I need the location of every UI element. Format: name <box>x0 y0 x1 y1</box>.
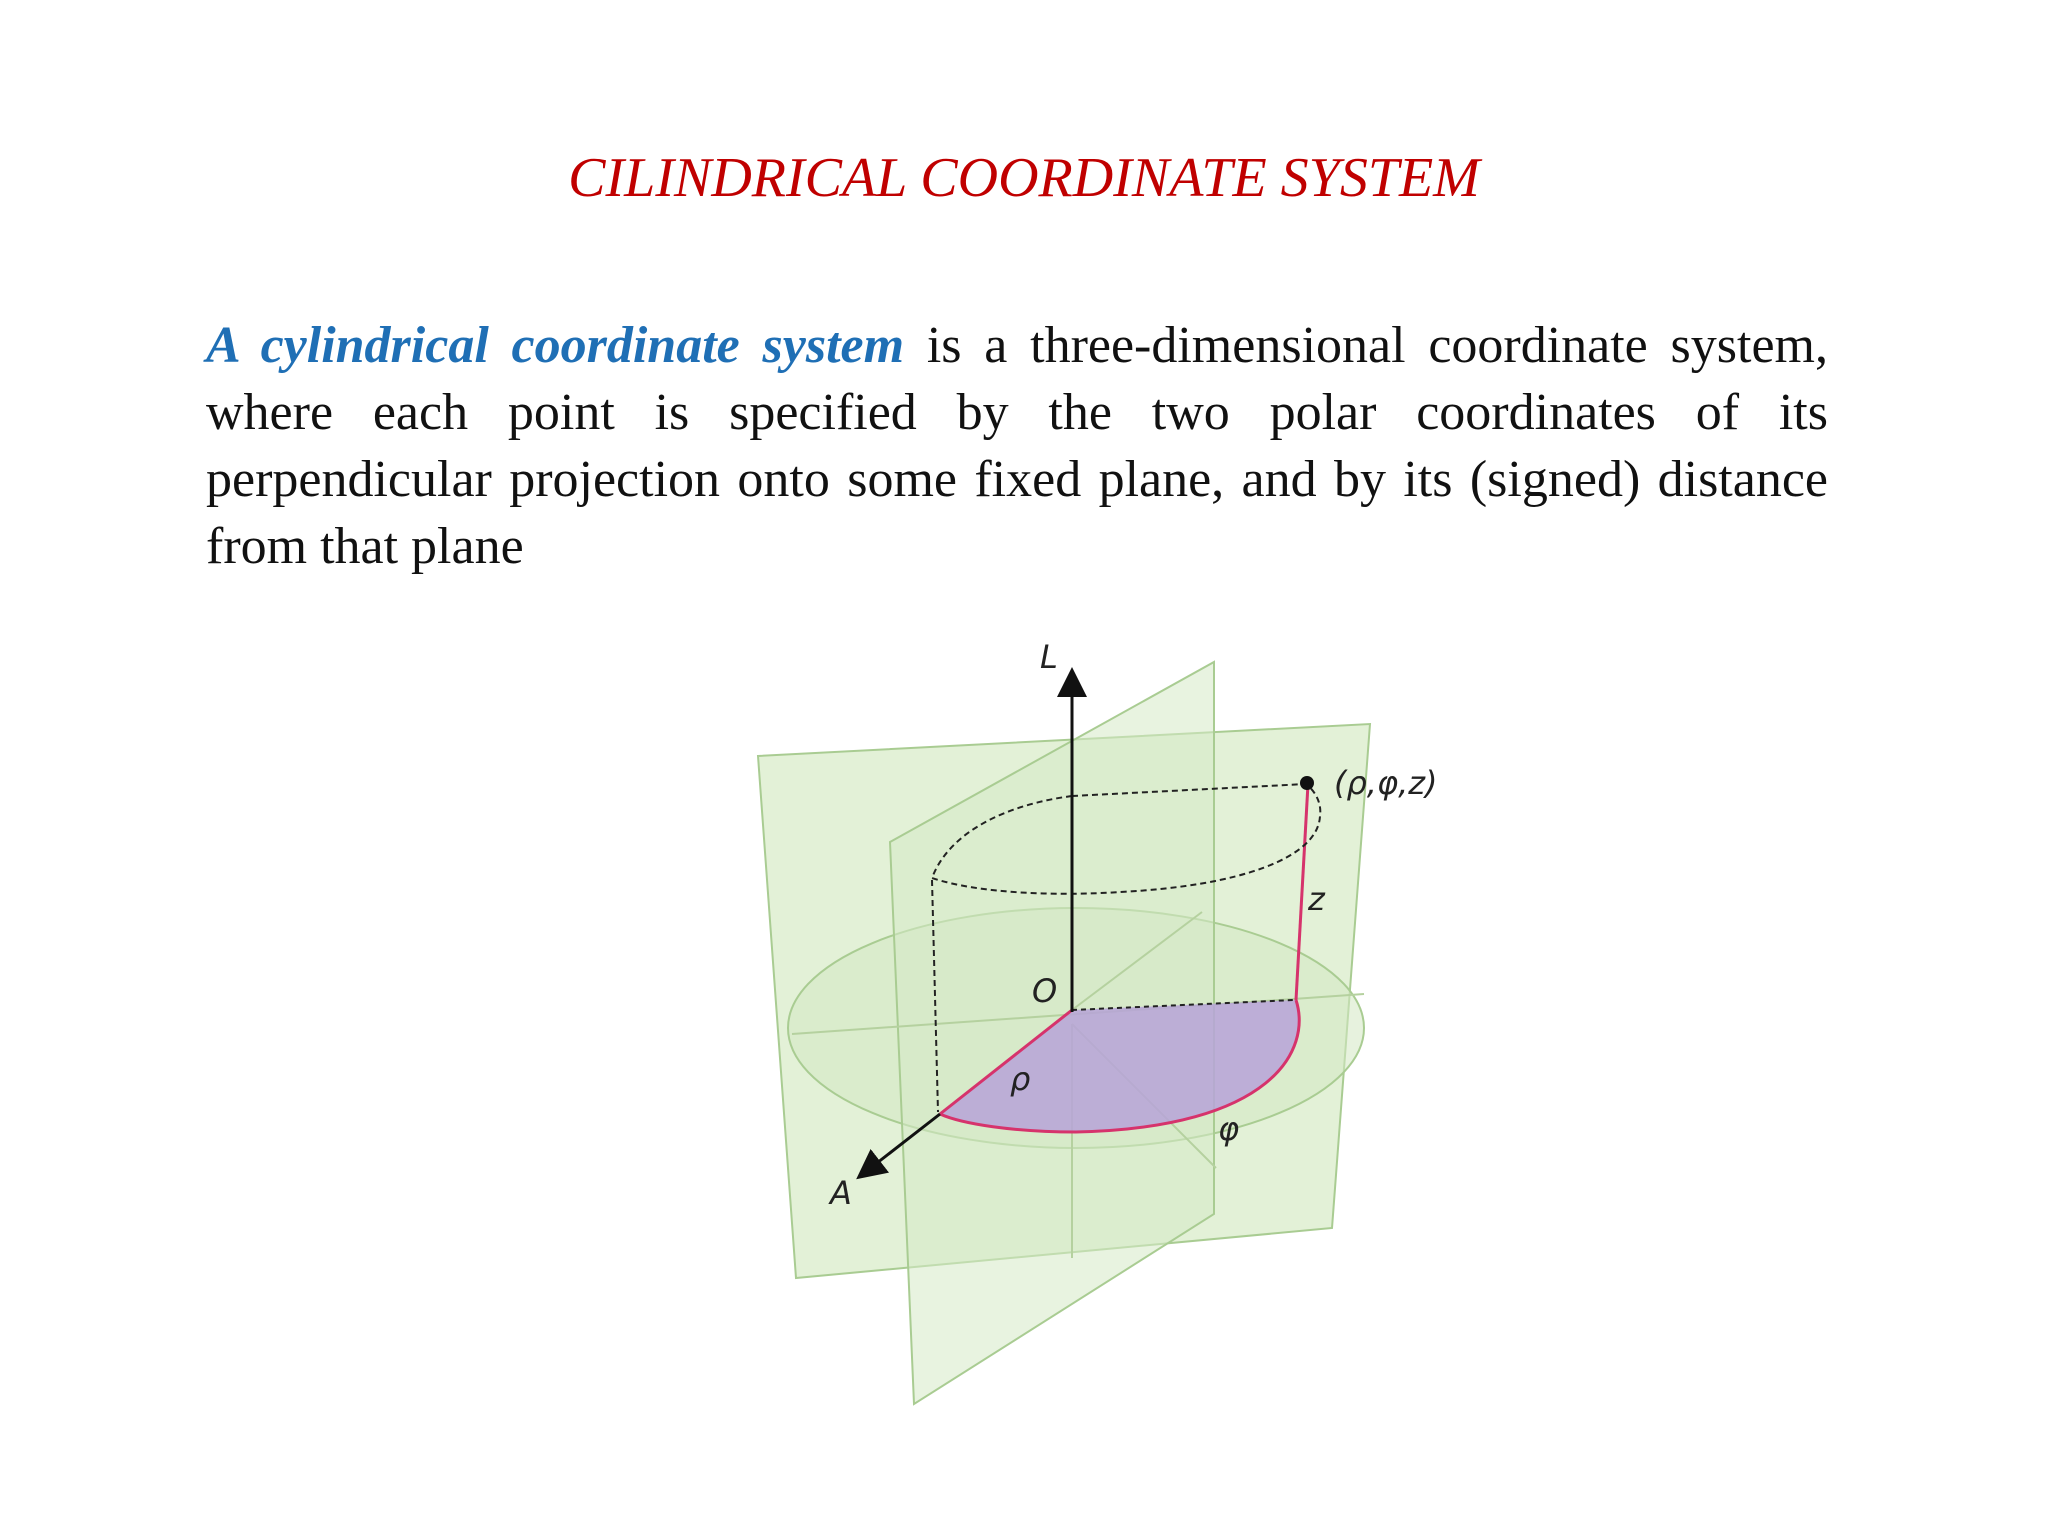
label-phi: φ <box>1218 1110 1240 1148</box>
label-L: L <box>1040 638 1058 676</box>
diagram-svg <box>700 630 1540 1410</box>
point-marker <box>1300 776 1314 790</box>
definition-paragraph <box>206 312 1828 580</box>
definition-text: is a three-dimensional coordinate system, where each point is specified by the two polar coordinates of its perpendicular projection onto some fixed plane, and by its (signed) distance from that plane <box>206 317 1828 575</box>
label-O: O <box>1032 972 1058 1010</box>
label-z: z <box>1308 880 1325 918</box>
cylindrical-coordinates-diagram <box>700 630 1540 1410</box>
label-point: (ρ,φ,z) <box>1334 764 1438 802</box>
slide-title: CILINDRICAL COORDINATE SYSTEM <box>568 147 1480 209</box>
label-rho: ρ <box>1010 1060 1031 1098</box>
definition-term: A cylindrical coordinate system <box>206 317 905 374</box>
label-A: A <box>830 1174 852 1212</box>
